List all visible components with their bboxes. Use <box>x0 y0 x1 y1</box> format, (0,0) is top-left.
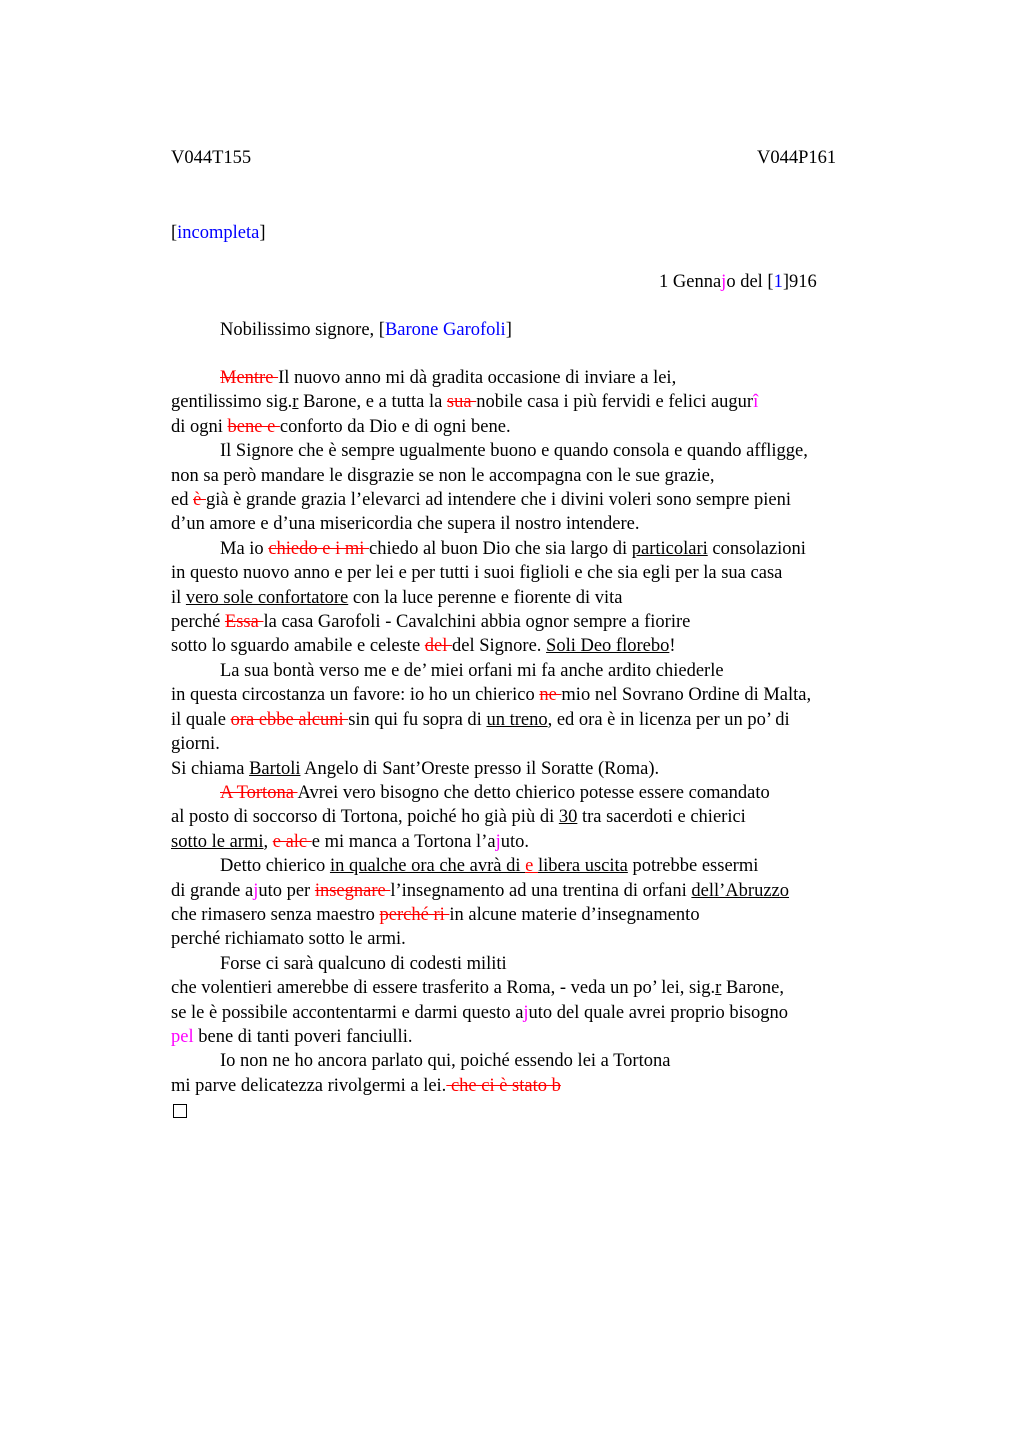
letter-line <box>171 1025 931 1049</box>
underlined-text: un treno <box>486 709 548 730</box>
line-text: uto per <box>258 880 315 901</box>
line-text: Il nuovo anno mi dà gradita occasione di inviare a lei, <box>278 368 677 388</box>
line-text: giorni. <box>171 734 220 755</box>
line-text: sotto lo sguardo amabile e celeste <box>171 636 425 657</box>
underlined-text: r <box>715 978 722 999</box>
date-correction: j <box>721 272 727 292</box>
deleted-text: ne <box>539 685 562 706</box>
line-text: uto del quale avrei proprio bisogno <box>528 1002 788 1023</box>
end-mark-icon <box>173 1104 187 1118</box>
line-text: mio nel Sovrano Ordine di Malta, <box>561 685 812 706</box>
line-text: non sa però mandare le disgrazie se non le accompagna con le sue grazie, <box>171 465 715 486</box>
deleted-text: A Tortona <box>220 782 298 803</box>
line-text: al posto di soccorso di Tortona, poiché ho già più di <box>171 807 559 828</box>
date-editorial: 1 <box>773 272 783 292</box>
underlined-text: dell’Abruzzo <box>691 880 790 901</box>
deleted-text: sua <box>446 392 477 413</box>
line-text: il <box>171 587 186 608</box>
status-note <box>171 222 266 244</box>
letter-line <box>171 732 931 756</box>
line-text: potrebbe essermi <box>627 856 759 877</box>
line-text: consolazioni <box>707 538 806 559</box>
line-text: gentilissimo sig. <box>171 392 293 413</box>
line-text: Barone, e a tutta la <box>298 392 447 413</box>
line-text: chiedo al buon Dio che sia largo di <box>369 538 632 559</box>
line-text: che rimasero senza maestro <box>171 904 380 925</box>
salutation-name: Barone Garofoli <box>384 320 506 340</box>
line-text: che volentieri amerebbe di essere trasferito a Roma, - veda un po’ lei, sig. <box>171 978 716 999</box>
line-text: Angelo di Sant’Oreste presso il Soratte (Roma). <box>300 758 660 779</box>
line-text: di grande a <box>171 880 254 901</box>
line-text: , <box>263 831 273 852</box>
line-text: Detto chierico <box>220 856 330 877</box>
underlined-text: Soli Deo florebo <box>546 636 670 657</box>
line-text: nobile casa i più fervidi e felici augur <box>476 392 754 413</box>
deleted-text: insegnare <box>314 880 391 901</box>
line-text: Forse ci sarà qualcuno di codesti militi <box>220 953 507 974</box>
line-text: mi parve delicatezza rivolgermi a lei. <box>171 1075 447 1096</box>
letter-line <box>171 1098 931 1125</box>
line-text: ! <box>669 636 676 657</box>
corrected-text: pel <box>171 1026 194 1047</box>
line-text: perché richiamato sotto le armi. <box>171 929 406 950</box>
line-text: di ogni <box>171 416 228 437</box>
line-text: il quale <box>171 709 231 730</box>
letter-line <box>171 830 931 854</box>
deleted-text: Mentre <box>220 368 279 388</box>
date-part: 1 Genna <box>659 272 722 292</box>
letter-line <box>171 512 931 536</box>
deleted-text: che ci è stato b <box>446 1075 561 1096</box>
line-text: e mi manca a Tortona l’a <box>311 831 496 852</box>
line-text: uto. <box>500 831 529 852</box>
line-text: in questa circostanza un favore: io ho un chierico <box>171 685 540 706</box>
line-text: ed <box>171 490 194 511</box>
letter-line <box>171 659 931 683</box>
corrected-text: j <box>495 831 501 852</box>
letter-line <box>171 903 931 927</box>
line-text: conforto da Dio e di ogni bene. <box>279 416 511 437</box>
letter-line <box>171 439 931 463</box>
line-text: Io non ne ho ancora parlato qui, poiché essendo lei a Tortona <box>220 1051 671 1072</box>
bracket-open: [ <box>171 223 178 243</box>
underlined-text: particolari <box>631 538 708 559</box>
date-part: ]916 <box>782 272 817 292</box>
status-note-text: incompleta <box>177 223 260 243</box>
line-text: Il Signore che è sempre ugualmente buono e quando consola e quando affligge, <box>220 441 808 462</box>
deleted-text: e <box>525 856 538 877</box>
line-text: già è grande grazia l’elevarci ad intendere che i divini voleri sono sempre pieni <box>205 490 792 511</box>
letter-line <box>171 757 931 781</box>
letter-line <box>171 879 931 903</box>
deleted-text: bene e <box>227 416 280 437</box>
letter-line <box>171 464 931 488</box>
deleted-text: è <box>193 490 206 511</box>
line-text: del Signore. <box>452 636 547 657</box>
bracket-close: ] <box>259 223 266 243</box>
salutation-text: Nobilissimo signore, [ <box>220 320 385 340</box>
document-code-left: V044T155 <box>171 148 252 168</box>
deleted-text: Essa <box>224 612 264 633</box>
underlined-text: in qualche ora che avrà di <box>329 856 526 877</box>
letter-line <box>171 366 931 390</box>
line-text: la casa Garofoli - Cavalchini abbia ognor sempre a fiorire <box>263 612 691 633</box>
letter-line <box>171 781 931 805</box>
corrected-text: î <box>753 392 759 413</box>
line-text: in questo nuovo anno e per lei e per tutti i suoi figlioli e che sia egli per la sua casa <box>171 563 783 584</box>
deleted-text: chiedo e i mi <box>268 538 370 559</box>
corrected-text: j <box>253 880 259 901</box>
corrected-text: j <box>523 1002 529 1023</box>
letter-line <box>171 854 931 878</box>
letter-line <box>171 561 931 585</box>
letter-line <box>171 805 931 829</box>
line-text: con la luce perenne e fiorente di vita <box>348 587 623 608</box>
underlined-text: r <box>292 392 299 413</box>
line-text: in alcune materie d’insegnamento <box>449 904 700 925</box>
line-text: Si chiama <box>171 758 250 779</box>
deleted-text: e alc <box>272 831 312 852</box>
letter-line <box>171 708 931 732</box>
letter-line <box>171 976 931 1000</box>
letter-line <box>171 952 931 976</box>
deleted-text: ora ebbe alcuni <box>230 709 349 730</box>
letter-line <box>171 537 931 561</box>
letter-line <box>171 415 931 439</box>
letter-line <box>171 1049 931 1073</box>
line-text: bene di tanti poveri fanciulli. <box>193 1026 413 1047</box>
letter-line <box>171 1001 931 1025</box>
letter-line <box>171 586 931 610</box>
letter-line <box>171 488 931 512</box>
deleted-text: perché ri <box>379 904 450 925</box>
date-part: o del [ <box>726 272 774 292</box>
letter-line <box>171 634 931 658</box>
line-text: Avrei vero bisogno che detto chierico potesse essere comandato <box>297 782 770 803</box>
underlined-text: vero sole confortatore <box>185 587 349 608</box>
line-text: , ed ora è in licenza per un po’ di <box>547 709 790 730</box>
underlined-text: libera uscita <box>537 856 628 877</box>
line-text: d’un amore e d’una misericordia che supera il nostro intendere. <box>171 514 640 535</box>
deleted-text: del <box>424 636 453 657</box>
line-text: l’insegnamento ad una trentina di orfani <box>390 880 692 901</box>
letter-date <box>659 271 817 293</box>
line-text: se le è possibile accontentarmi e darmi questo a <box>171 1002 524 1023</box>
salutation <box>220 319 512 341</box>
letter-body <box>171 366 931 1126</box>
salutation-close: ] <box>505 320 512 340</box>
document-code-right: V044P161 <box>757 148 837 168</box>
line-text: sin qui fu sopra di <box>348 709 487 730</box>
line-text: Barone, <box>721 978 785 999</box>
letter-line <box>171 390 931 414</box>
letter-line <box>171 683 931 707</box>
line-text: tra sacerdoti e chierici <box>577 807 746 828</box>
line-text: perché <box>171 612 225 633</box>
line-text: Ma io <box>220 538 269 559</box>
line-text: La sua bontà verso me e de’ miei orfani mi fa anche ardito chiederle <box>220 660 724 681</box>
letter-line <box>171 927 931 951</box>
underlined-text: sotto le armi <box>171 831 264 852</box>
underlined-text: 30 <box>558 807 578 828</box>
underlined-text: Bartoli <box>249 758 301 779</box>
letter-line <box>171 1074 931 1098</box>
letter-line <box>171 610 931 634</box>
